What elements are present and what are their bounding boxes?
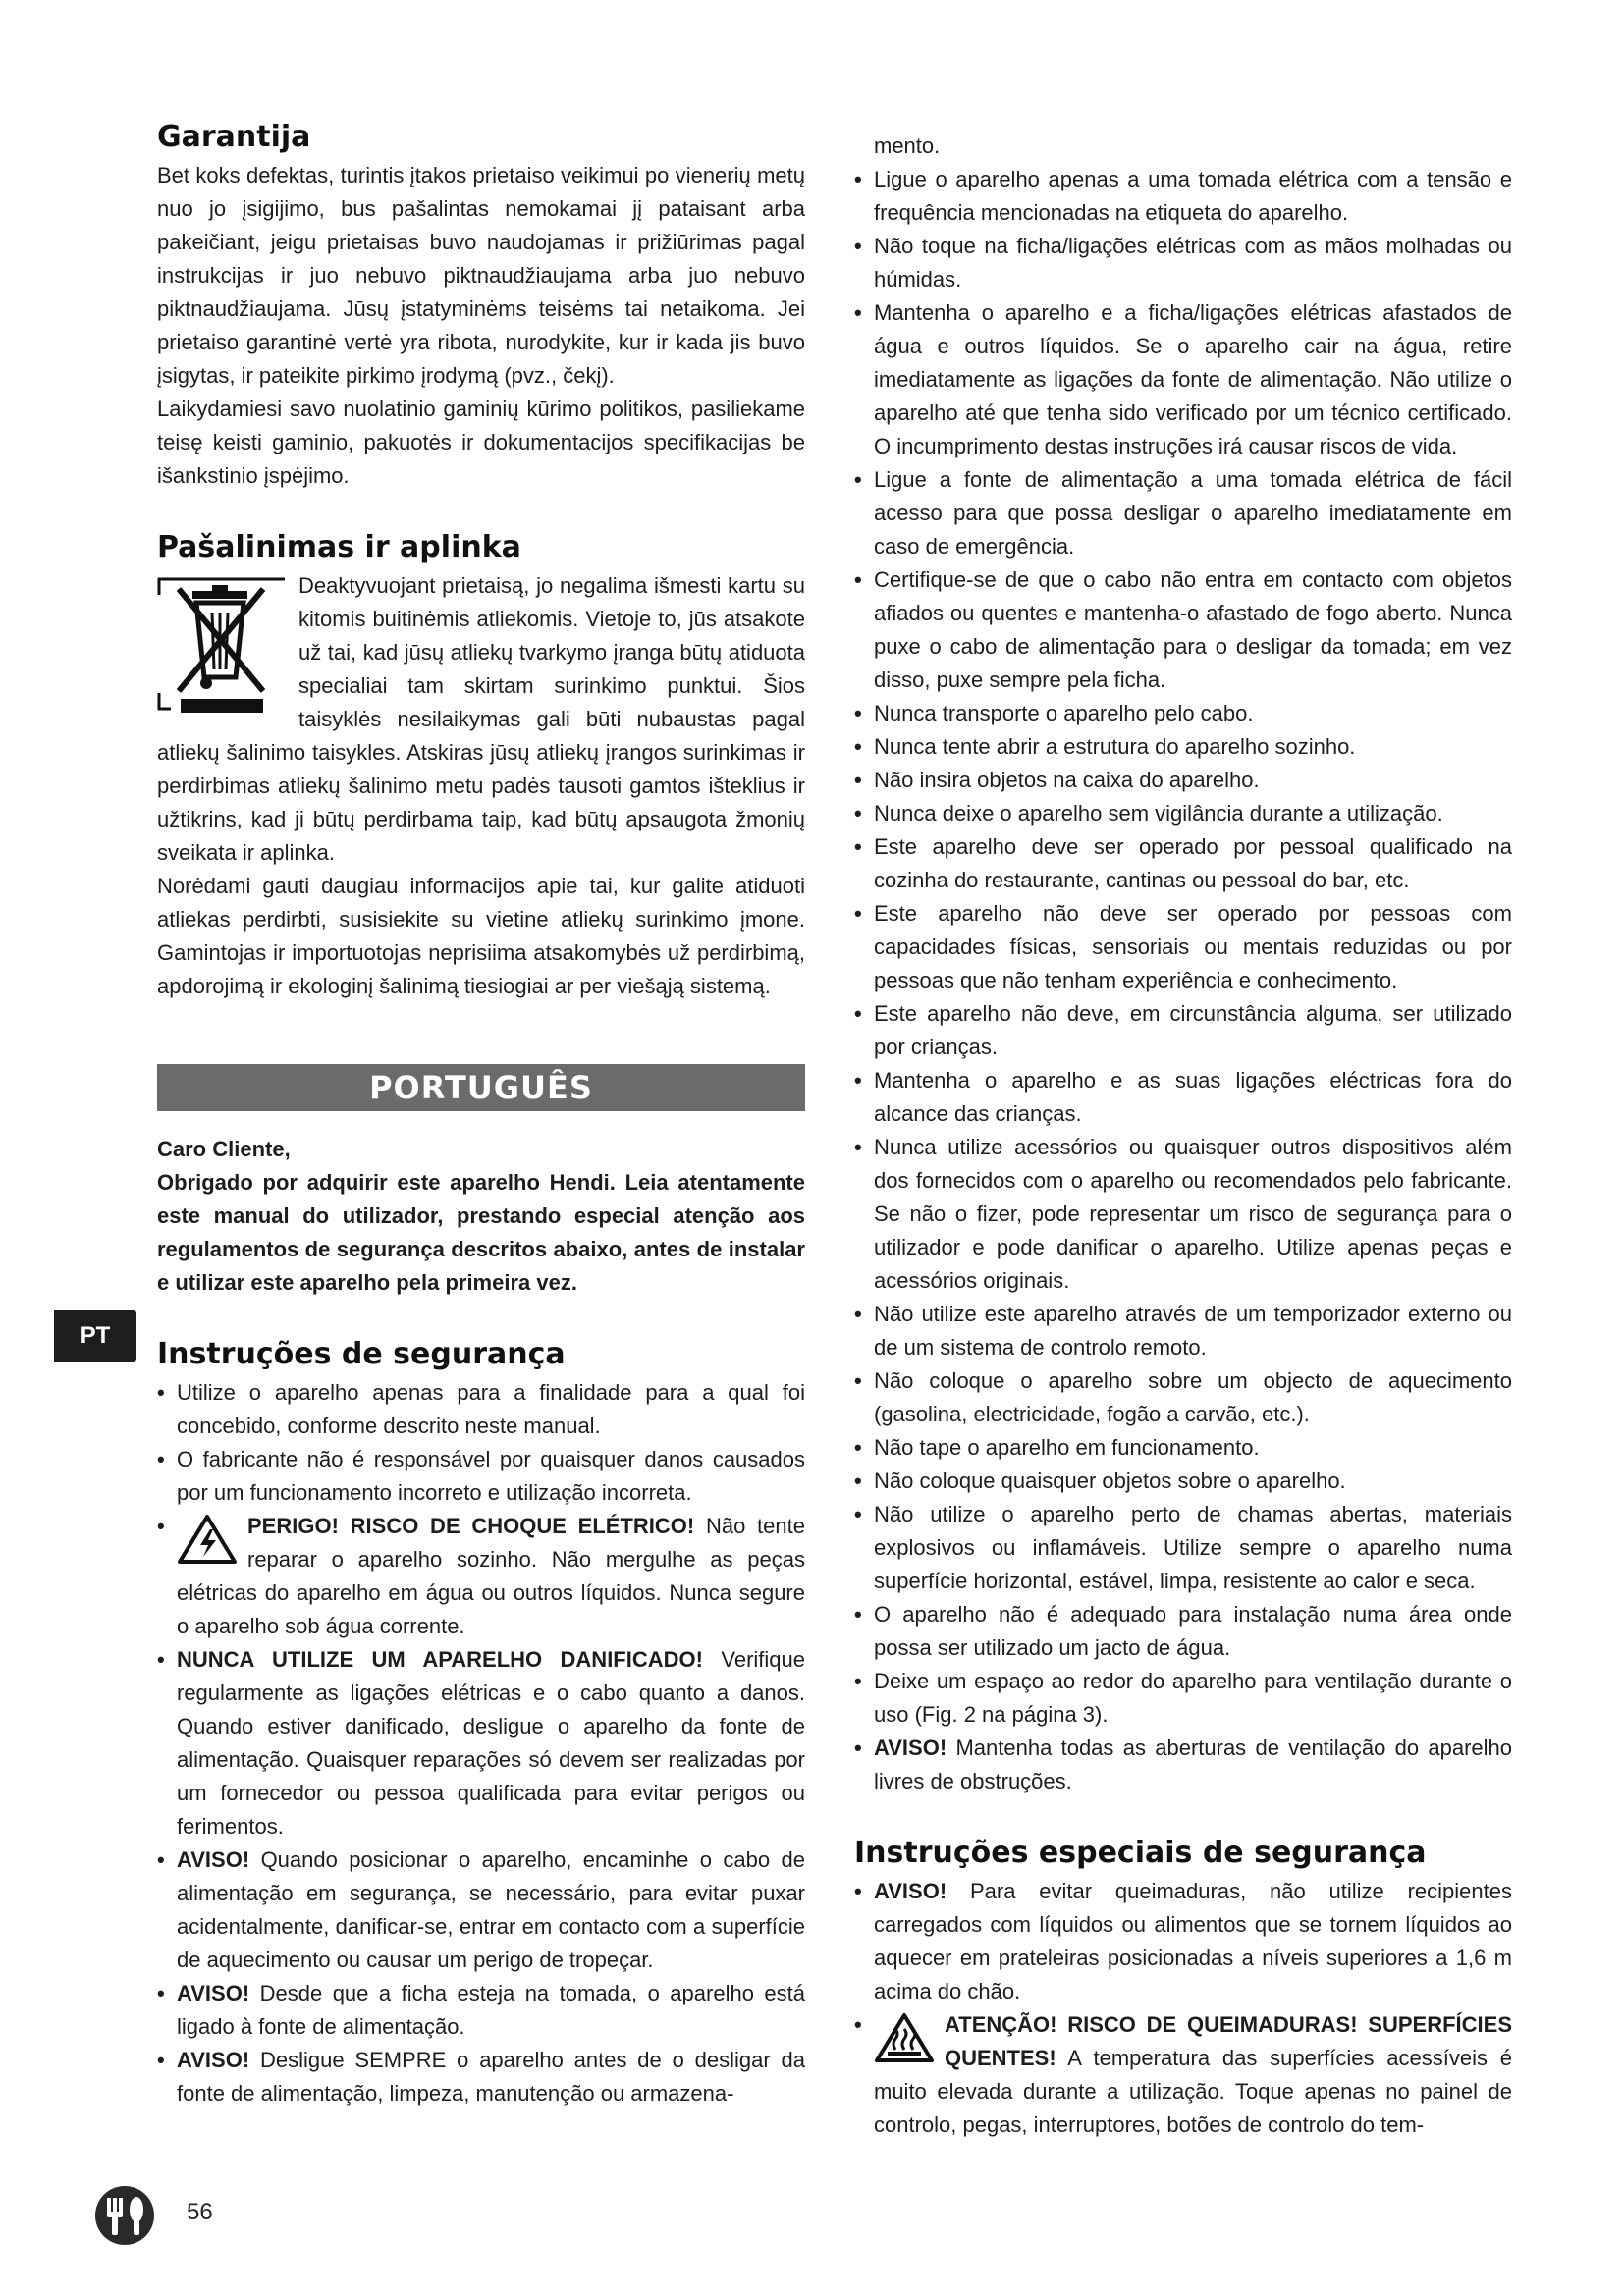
list-item bbox=[157, 2044, 805, 2110]
caution-label: ATENÇÃO! RISCO DE QUEIMADURAS! SUPERFÍCIES QUENTES! bbox=[945, 2012, 1512, 2070]
garantija-heading: Garantija bbox=[157, 120, 311, 154]
list-item: • Mantenha o aparelho e as suas ligações eléctricas fora do alcance das crianças. bbox=[854, 1064, 1512, 1131]
aplinka-paragraph-2: Norėdami gauti daugiau informacijos apie tai, kur galite atiduoti atliekas perdirbti, susisiekite su vietine atliekų surinkimo įmone. Gamintojas ir importuotojas neprisiima atsakomybės už perdirbimą, apdorojimą ir ekologinį šalinimą tiesiogiai ar per viešąją sistemą. bbox=[157, 874, 805, 998]
list-item: • Certifique-se de que o cabo não entra em contacto com objetos afiados ou quentes e mantenha-o afastado de fogo aberto. Nunca puxe o cabo de alimentação para o desligar da tomada; em vez disso, puxe sempre pela ficha. bbox=[854, 563, 1512, 697]
caution-text: A temperatura das superfícies acessíveis é muito elevada durante a utilização. Toque apenas no painel de controlo, pegas, interruptores, botões de controlo do tem- bbox=[874, 2046, 1512, 2137]
list-item: • Nunca utilize acessórios ou quaisquer outros dispositivos além dos fornecidos com o aparelho ou recomendados pelo fabricante. Se não o fizer, pode representar um risco de segurança para o utilizador e pode danificar o aparelho. Utilize apenas peças e acessórios originais. bbox=[854, 1131, 1512, 1298]
especiais-heading: Instruções especiais de segurança bbox=[854, 1836, 1427, 1870]
list-item: • Não tape o aparelho em funcionamento. bbox=[854, 1431, 1512, 1465]
list-item: • Não utilize o aparelho perto de chamas abertas, materiais explosivos ou inflamáveis. Utilize sempre o aparelho numa superfície horizontal, estável, limpa, resistente ao calor e seca. bbox=[854, 1498, 1512, 1598]
list-item bbox=[157, 1510, 805, 1643]
list-item: • Mantenha o aparelho e a ficha/ligações elétricas afastados de água e outros líquidos. Se o aparelho cair na água, retire imediatamente as ligações da fonte de alimentação. Não utilize o aparelho até que tenha sido verificado por um técnico certificado. O incumprimento destas instruções irá causar riscos de vida. bbox=[854, 296, 1512, 463]
list-item: • Não coloque quaisquer objetos sobre o aparelho. bbox=[854, 1465, 1512, 1498]
list-item: • Este aparelho não deve ser operado por pessoas com capacidades físicas, sensoriais ou mentais reduzidas ou por pessoas que não tenham experiência e conhecimento. bbox=[854, 897, 1512, 997]
list-item: • Este aparelho não deve, em circunstância alguma, ser utilizado por crianças. bbox=[854, 997, 1512, 1064]
seguranca-heading: Instruções de segurança bbox=[157, 1337, 566, 1371]
list-item: • Ligue a fonte de alimentação a uma tomada elétrica de fácil acesso para que possa desligar o aparelho imediatamente em caso de emergência. bbox=[854, 463, 1512, 563]
warning-label: AVISO! bbox=[177, 2048, 250, 2072]
list-item: • Não utilize este aparelho através de um temporizador externo ou de um sistema de controlo remoto. bbox=[854, 1298, 1512, 1364]
cutlery-logo-icon bbox=[93, 2184, 156, 2247]
garantija-paragraph-2: Laikydamiesi savo nuolatinio gaminių kūrimo politikos, pasiliekame teisę keisti gaminio, pakuotės ir dokumentacijos specifikacijas be išankstinio įspėjimo. bbox=[157, 397, 805, 488]
danger-text: Não tente reparar o aparelho sozinho. Não mergulhe as peças elétricas do aparelho em água ou outros líquidos. Nunca segure o aparelho sob água corrente. bbox=[177, 1514, 805, 1638]
list-item: • Deixe um espaço ao redor do aparelho para ventilação durante o uso (Fig. 2 na página 3). bbox=[854, 1665, 1512, 1732]
list-item: • Não toque na ficha/ligações elétricas com as mãos molhadas ou húmidas. bbox=[854, 230, 1512, 296]
especiais-list bbox=[854, 1875, 1512, 2142]
language-side-tab: PT bbox=[54, 1310, 136, 1362]
list-item: • Não coloque o aparelho sobre um objecto de aquecimento (gasolina, electricidade, fogão a carvão, etc.). bbox=[854, 1364, 1512, 1431]
danger-label: PERIGO! RISCO DE CHOQUE ELÉTRICO! bbox=[247, 1514, 695, 1538]
page-number: 56 bbox=[187, 2199, 213, 2225]
list-item: • Não insira objetos na caixa do aparelho. bbox=[854, 764, 1512, 797]
electric-shock-warning-icon bbox=[177, 1514, 238, 1565]
warning-label: AVISO! bbox=[874, 1735, 947, 1760]
warning-label: AVISO! bbox=[177, 1847, 250, 1872]
warning-label: NUNCA UTILIZE UM APARELHO DANIFICADO! bbox=[177, 1647, 703, 1672]
left-column bbox=[157, 118, 805, 2110]
warning-label: AVISO! bbox=[177, 1981, 250, 2005]
hot-surface-warning-icon bbox=[874, 2012, 935, 2063]
weee-crossed-bin-icon bbox=[157, 575, 287, 722]
list-item: • Nunca tente abrir a estrutura do aparelho sozinho. bbox=[854, 730, 1512, 764]
garantija-paragraph-1: Bet koks defektas, turintis įtakos prietaiso veikimui po vienerių metų nuo jo įsigijimo, bus pašalintas nemokamai jį pataisant arba pakeičiant, jeigu prietaisas buvo naudojamas ir prižiūrimas pagal instrukcijas ir juo nebuvo piktnaudžiaujama arba juo nebuvo piktnaudžiaujama. Jūsų įstatyminėms teisėms tai netaikoma. Jei prietaiso garantinė vertė yra ribota, nurodykite, kur ir kada jis buvo įsigytas, ir pateikite pirkimo įrodymą (pvz., čekį). bbox=[157, 163, 805, 388]
language-banner: PORTUGUÊS bbox=[157, 1064, 805, 1111]
warning-text: Mantenha todas as aberturas de ventilação do aparelho livres de obstruções. bbox=[874, 1735, 1512, 1793]
list-item: • O aparelho não é adequado para instalação numa área onde possa ser utilizado um jacto de água. bbox=[854, 1598, 1512, 1665]
warning-text: Quando posicionar o aparelho, encaminhe o cabo de alimentação em segurança, se necessário, para evitar puxar acidentalmente, danificar-se, entrar em contacto com a superfície de aquecimento ou causar um perigo de tropeçar. bbox=[177, 1847, 805, 1972]
right-column bbox=[854, 130, 1512, 2142]
list-item-continuation: mento. bbox=[874, 133, 941, 158]
list-item bbox=[157, 1643, 805, 1843]
list-item bbox=[157, 1977, 805, 2044]
list-item bbox=[854, 1875, 1512, 2008]
warning-text: Para evitar queimaduras, não utilize recipientes carregados com líquidos ou alimentos que se tornem líquidos ao aquecer em prateleiras posicionadas a níveis superiores a 1,6 m acima do chão. bbox=[874, 1879, 1512, 2003]
list-item bbox=[854, 1732, 1512, 1798]
aplinka-heading: Pašalinimas ir aplinka bbox=[157, 530, 521, 564]
list-item: • O fabricante não é responsável por quaisquer danos causados por um funcionamento incorreto e utilização incorreta. bbox=[157, 1443, 805, 1510]
seguranca-list bbox=[157, 1376, 805, 2110]
list-item: • Este aparelho deve ser operado por pessoal qualificado na cozinha do restaurante, cantinas ou pessoal do bar, etc. bbox=[854, 830, 1512, 897]
list-item bbox=[157, 1843, 805, 1977]
list-item: • Utilize o aparelho apenas para a finalidade para a qual foi concebido, conforme descrito neste manual. bbox=[157, 1376, 805, 1443]
intro-greeting: Caro Cliente, bbox=[157, 1137, 291, 1161]
intro-text: Obrigado por adquirir este aparelho Hendi. Leia atentamente este manual do utilizador, prestando especial atenção aos regulamentos de segurança descritos abaixo, antes de instalar e utilizar este aparelho pela primeira vez. bbox=[157, 1170, 805, 1295]
warning-text: Verifique regularmente as ligações elétricas e o cabo quanto a danos. Quando estiver danificado, desligue o aparelho da fonte de alimentação. Quaisquer reparações só devem ser realizadas por um fornecedor ou pessoa qualificada para evitar perigos ou ferimentos. bbox=[177, 1647, 805, 1839]
list-item bbox=[854, 2008, 1512, 2142]
list-item: • Nunca transporte o aparelho pelo cabo. bbox=[854, 697, 1512, 730]
seguranca-list-continued bbox=[854, 130, 1512, 1798]
aplinka-block bbox=[157, 569, 805, 1003]
aplinka-paragraph-1: Deaktyvuojant prietaisą, jo negalima išmesti kartu su kitomis buitinėmis atliekomis. Vietoje to, jūs atsakote už tai, kad jūsų atliekų tvarkymo įranga būtų atiduota specialiai tam skirtam surinkimo punktui. Šios taisyklės nesilaikymas gali būti nubaustas pagal atliekų šalinimo taisykles. Atskiras jūsų atliekų įrangos surinkimas ir perdirbimas atliekų šalinimo metu padės tausoti gamtos išteklius ir užtikrins, kad ji būtų perdirbama taip, kad būtų apsaugota žmonių sveikata ir aplinka. bbox=[157, 573, 805, 865]
warning-label: AVISO! bbox=[874, 1879, 947, 1903]
warning-text: Desde que a ficha esteja na tomada, o aparelho está ligado à fonte de alimentação. bbox=[177, 1981, 805, 2039]
warning-text: Desligue SEMPRE o aparelho antes de o desligar da fonte de alimentação, limpeza, manutenção ou armazena- bbox=[177, 2048, 805, 2106]
list-item: • Nunca deixe o aparelho sem vigilância durante a utilização. bbox=[854, 797, 1512, 830]
list-item: • Ligue o aparelho apenas a uma tomada elétrica com a tensão e frequência mencionadas na etiqueta do aparelho. bbox=[854, 163, 1512, 230]
